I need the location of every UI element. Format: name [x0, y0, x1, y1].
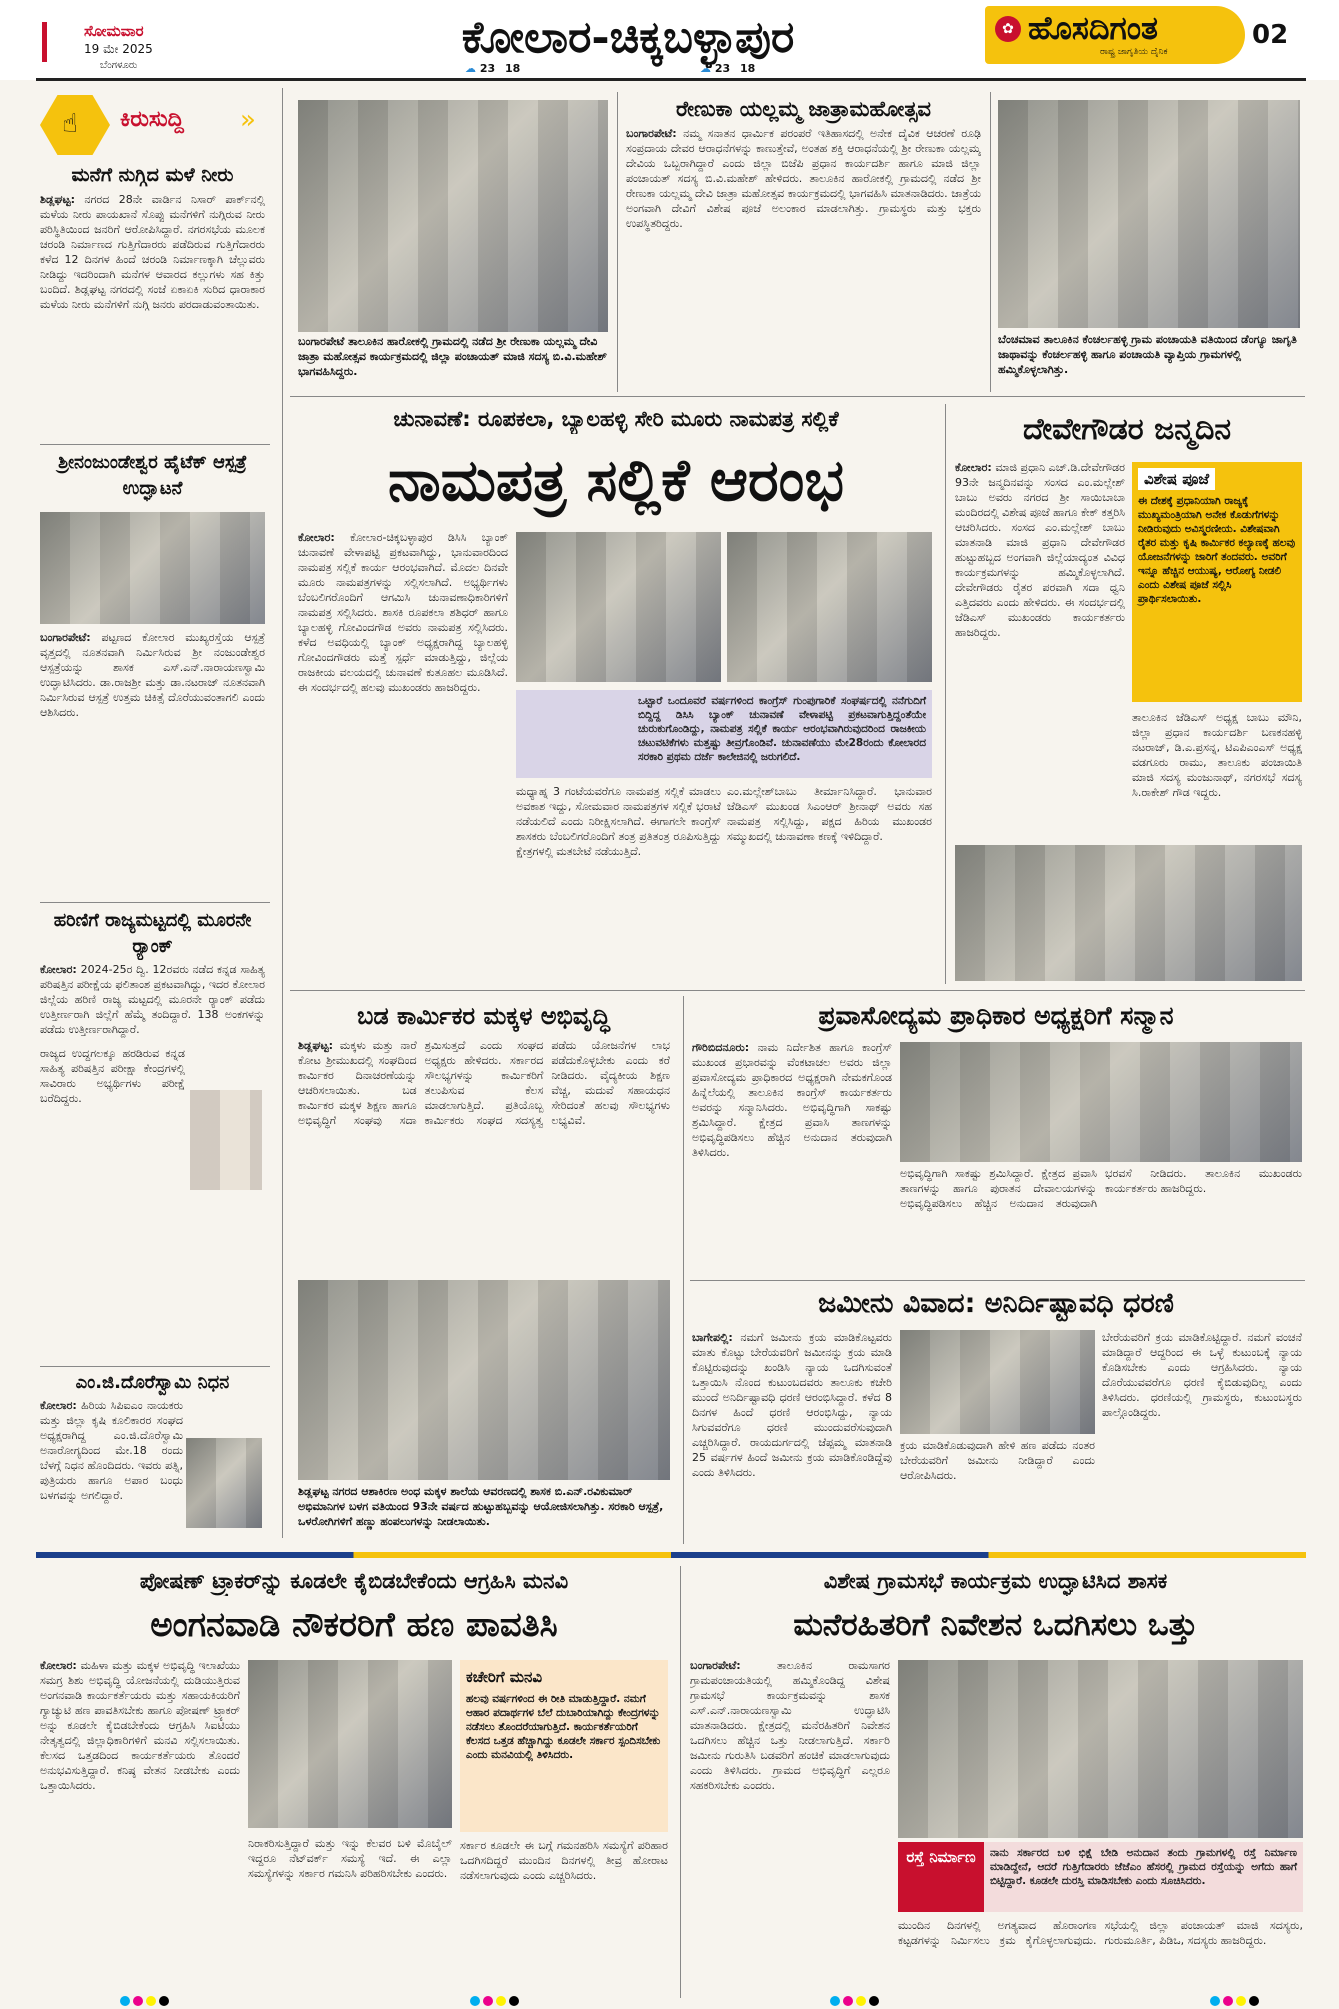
devegowda-headline: ದೇವೇಗೌಡರ ಜನ್ಮದಿನ — [1022, 412, 1232, 447]
registration-marks — [1210, 1996, 1259, 2006]
story-text: ಹಿರಿಯ ಸಿಪಿಐಎಂ ನಾಯಕರು ಮತ್ತು ಜಿಲ್ಲಾ ಕೃಷಿ ಕೂಲಿಕಾರರ ಸಂಘದ ಅಧ್ಯಕ್ಷರಾಗಿದ್ದ ಎಂ.ಜಿ.ದೊರೆಸ್ವಾಮಿ ಅನಾರೋಗ್ಯದಿಂದ ಮೇ.18 ರಂದು ಬೆಳಗ್ಗೆ ನಿಧನ ಹೊಂದಿದರು. ಇವರು ಪತ್ನಿ, ಪುತ್ರಿಯರು ಹಾಗೂ ಅಪಾರ ಬಂಧು ಬಳಗವನ್ನು ಅಗಲಿದ್ದಾರೆ. — [40, 1399, 183, 1502]
dateline: ಕೋಲಾರ: — [955, 461, 992, 474]
photo-caption: ಬಂಗಾರಪೇಟೆ ತಾಲೂಕಿನ ಹಾರೋಕಲ್ಲಿ ಗ್ರಾಮದಲ್ಲಿ ನಡೆದ ಶ್ರೀ ರೇಣುಕಾ ಯಲ್ಲಮ್ಮ ದೇವಿ ಜಾತ್ರಾ ಮಹೋತ್ಸವ ಕಾರ್ಯಕ್ರಮದಲ್ಲಿ ಜಿಲ್ಲಾ ಪಂಚಾಯತ್ ಮಾಜಿ ಸದಸ್ಯ ಬಿ.ವಿ.ಮಹೇಶ್ ಭಾಗವಹಿಸಿದ್ದರು. — [298, 335, 607, 378]
lead-headline: ನಾಮಪತ್ರ ಸಲ್ಲಿಕೆ ಆರಂಭ — [388, 446, 844, 514]
masthead-day: ಸೋಮವಾರ — [84, 22, 144, 40]
anganwadi-body-3 — [460, 1838, 668, 1998]
story-text: ತಾಲೂಕಿನ ಜೆಡಿಎಸ್ ಅಧ್ಯಕ್ಷ ಬಾಬು ಮೌನಿ, ಜಿಲ್ಲಾ ಪ್ರಧಾನ ಕಾರ್ಯದರ್ಶಿ ಬಣಕನಹಳ್ಳಿ ನಟರಾಜ್, ಡಿ.ಎ.ಪ್ರಸನ್ನ, ಟಿಎಪಿಎಂಎಸ್ ಅಧ್ಯಕ್ಷ ವಡಗೂರು ರಾಮು, ತಾಲೂಕು ಪಂಚಾಯಿತಿ ಮಾಜಿ ಸದಸ್ಯ ಮಂಜುನಾಥ್, ನಗರಸಭೆ ಸದಸ್ಯ ಸಿ.ರಾಕೇಶ್ ಗೌಡ ಇದ್ದರು. — [1132, 711, 1302, 799]
divider — [690, 1280, 1305, 1281]
divider — [990, 92, 991, 392]
badge-arrows-icon: » — [240, 105, 256, 135]
story-text: ಬೇರೆಯವರಿಗೆ ಕ್ರಯ ಮಾಡಿಕೊಟ್ಟಿದ್ದಾರೆ. ನಮಗೆ ವಂಚನೆ ಮಾಡಿದ್ದಾರೆ ಆದ್ದರಿಂದ ಈ ಒಳ್ಳೆ ಕುಟುಂಬಕ್ಕೆ ನ್ಯಾಯ ಕೊಡಿಸಬೇಕು ಎಂದು ಆಗ್ರಹಿಸಿದರು. ನ್ಯಾಯ ದೊರೆಯುವವರೆಗೂ ಧರಣಿ ಕೈಬಿಡುವುದಿಲ್ಲ ಎಂದು ತಿಳಿಸಿದರು. ಧರಣಿಯಲ್ಲಿ ಗ್ರಾಮಸ್ಥರು, ಕುಟುಂಬಸ್ಥರು ಪಾಲ್ಗೊಂಡಿದ್ದರು. — [1102, 1331, 1302, 1419]
gram-sabha-photo — [898, 1660, 1303, 1838]
protest-photo — [900, 1330, 1095, 1434]
masthead-date: 19 ಮೇ 2025 — [84, 42, 153, 56]
felicitation-photo — [900, 1042, 1302, 1162]
box-title: ಕಚೇರಿಗೆ ಮನವಿ — [466, 1668, 543, 1686]
lead-body-col2 — [516, 784, 721, 980]
anganwadi-kicker: ಪೋಷಣ್ ಟ್ರ್ಯಾಕರ್‌ನ್ನು ಕೂಡಲೇ ಕೈಬಿಡಬೇಕೆಂದು ಆಗ್ರಹಿಸಿ ಮನವಿ — [139, 1569, 569, 1593]
dateline: ಶಿಡ್ಲಘಟ್ಟ: — [298, 1039, 333, 1052]
portrait-photo — [190, 1090, 262, 1190]
registration-marks — [120, 1996, 169, 2006]
sidebar-divider — [282, 88, 283, 1538]
divider — [683, 996, 684, 1544]
tourism-headline: ಪ್ರವಾಸೋದ್ಯಮ ಪ್ರಾಧಿಕಾರ ಅಧ್ಯಕ್ಷರಿಗೆ ಸನ್ಮಾನ — [818, 1001, 1174, 1030]
office-petition-box — [460, 1660, 668, 1832]
registration-marks — [470, 1996, 519, 2006]
housing-body-2 — [898, 1918, 1303, 1998]
dengue-rally-photo — [998, 100, 1300, 328]
nomination-photo-1 — [516, 532, 721, 682]
brand-tagline: ರಾಷ್ಟ್ರ ಜಾಗೃತಿಯ ದೈನಿಕ — [1100, 47, 1168, 57]
divider — [290, 990, 1305, 991]
divider — [617, 92, 618, 392]
sidebar-story-title: ಹರಿಣಿಗೆ ರಾಜ್ಯಮಟ್ಟದಲ್ಲಿ ಮೂರನೇ ರ್‍ಯಾಂಕ್ — [53, 910, 252, 957]
lead-body — [298, 530, 508, 980]
lead-body-col3 — [727, 784, 932, 980]
dateline: ಶಿಡ್ಲಘಟ್ಟ: — [40, 193, 75, 206]
sidebar-story-body — [40, 1398, 183, 1538]
workers-body — [298, 1038, 670, 1268]
election-info-box — [516, 690, 932, 778]
anganwadi-headline: ಅಂಗನವಾಡಿ ನೌಕರರಿಗೆ ಹಣ ಪಾವತಿಸಿ — [150, 1605, 558, 1645]
special-pooja-box — [1132, 462, 1302, 702]
story-text: ಕೋಲಾರ-ಚಿಕ್ಕಬಳ್ಳಾಪುರ ಡಿಸಿಸಿ ಬ್ಯಾಂಕ್ ಚುನಾವಣೆ ವೇಳಾಪಟ್ಟಿ ಪ್ರಕಟವಾಗಿದ್ದು, ಭಾನುವಾರದಿಂದ ನಾಮಪತ್ರ ಸಲ್ಲಿಕೆ ಕಾರ್ಯ ಆರಂಭವಾಗಿದೆ. ಮೊದಲ ದಿನವೇ ಮೂರು ನಾಮಪತ್ರಗಳನ್ನು ಸಲ್ಲಿಸಲಾಗಿದೆ. ಅಭ್ಯರ್ಥಿಗಳು ಬೆಂಬಲಿಗರೊಂದಿಗೆ ಆಗಮಿಸಿ ಚುನಾವಣಾಧಿಕಾರಿಗಳಿಗೆ ನಾಮಪತ್ರ ಸಲ್ಲಿಸಿದರು. ಶಾಸಕಿ ರೂಪಕಲಾ ಶಶಿಧರ್ ಹಾಗೂ ಬ್ಯಾಲಹಳ್ಳಿ ಗೋವಿಂದಗೌಡ ಅವರು ನಾಮಪತ್ರ ಸಲ್ಲಿಸಿದರು. ಕಳೆದ ಅವಧಿಯಲ್ಲಿ ಬ್ಯಾಂಕ್ ಅಧ್ಯಕ್ಷರಾಗಿದ್ದ ಬ್ಯಾಲಹಳ್ಳಿ ಗೋವಿಂದಗೌಡರು ಮತ್ತೆ ಸ್ಪರ್ಧೆ ಮಾಡುತ್ತಿದ್ದು, ಜಿಲ್ಲೆಯ ರಾಜಕೀಯ ವಲಯದಲ್ಲಿ ಚುನಾವಣೆ ಕುತೂಹಲ ಮೂಡಿಸಿದೆ. ಈ ಸಂದರ್ಭದಲ್ಲಿ ಹಲವು ಮುಖಂಡರು ಹಾಜರಿದ್ದರು. — [298, 531, 508, 694]
story-text: ತಾಲೂಕಿನ ರಾಮಸಾಗರ ಗ್ರಾಮಪಂಚಾಯತಿಯಲ್ಲಿ ಹಮ್ಮಿಕೊಂಡಿದ್ದ ವಿಶೇಷ ಗ್ರಾಮಸಭೆ ಕಾರ್ಯಕ್ರಮವನ್ನು ಶಾಸಕ ಎಸ್.ಎನ್.ನಾರಾಯಣಸ್ವಾಮಿ ಉದ್ಘಾಟಿಸಿ ಮಾತನಾಡಿದರು. ಕ್ಷೇತ್ರದಲ್ಲಿ ಮನೆರಹಿತರಿಗೆ ನಿವೇಶನ ಒದಗಿಸಲು ಹೆಚ್ಚಿನ ಒತ್ತು ನೀಡಲಾಗುತ್ತಿದೆ. ಸರ್ಕಾರಿ ಜಮೀನು ಗುರುತಿಸಿ ಬಡವರಿಗೆ ಹಂಚಿಕೆ ಮಾಡಲಾಗುವುದು ಎಂದು ತಿಳಿಸಿದರು. ಗ್ರಾಮದ ಅಭಿವೃದ್ಧಿಗೆ ಎಲ್ಲರೂ ಸಹಕರಿಸಬೇಕು ಎಂದರು. — [690, 1659, 890, 1792]
dateline: ಗೌರಿಬಿದನೂರು: — [692, 1041, 750, 1054]
land-dispute-body-3 — [1102, 1330, 1302, 1540]
page-number: 02 — [1252, 20, 1289, 50]
cloud-icon: ☁ — [700, 62, 711, 75]
box-title: ವಿಶೇಷ ಪೂಜೆ — [1138, 468, 1215, 490]
nomination-photo-2 — [727, 532, 932, 682]
weather-left-low: 18 — [505, 62, 521, 75]
tourism-body-2 — [900, 1166, 1302, 1276]
sidebar-story-body — [40, 1046, 185, 1356]
story-text: ಮಕ್ಕಳು ಮತ್ತು ನಾರೆ ಕೋಟ ಶ್ರೀಮುಖದಲ್ಲಿ ಸಂಘದಿಂದ ಕಾರ್ಮಿಕರ ದಿನಾಚರಣೆಯನ್ನು ಆಚರಿಸಲಾಯಿತು. ಬಡ ಕಾರ್ಮಿಕರ ಮಕ್ಕಳ ಶಿಕ್ಷಣ ಹಾಗೂ ಅಭಿವೃದ್ಧಿಗೆ ಸಂಘವು ಸದಾ ಶ್ರಮಿಸುತ್ತದೆ ಎಂದು ಸಂಘದ ಅಧ್ಯಕ್ಷರು ಹೇಳಿದರು. ಸರ್ಕಾರದ ಸೌಲಭ್ಯಗಳನ್ನು ಕಾರ್ಮಿಕರಿಗೆ ತಲುಪಿಸುವ ಕೆಲಸ ಮಾಡಲಾಗುತ್ತಿದೆ. ಪ್ರತಿಯೊಬ್ಬ ಕಾರ್ಮಿಕರು ಸಂಘದ ಸದಸ್ಯತ್ವ ಪಡೆದು ಯೋಜನೆಗಳ ಲಾಭ ಪಡೆದುಕೊಳ್ಳಬೇಕು ಎಂದು ಕರೆ ನೀಡಿದರು. ವೈದ್ಯಕೀಯ ಶಿಕ್ಷಣ ವೆಚ್ಚ, ಮದುವೆ ಸಹಾಯಧನ ಸೇರಿದಂತೆ ಹಲವು ಸೌಲಭ್ಯಗಳು ಲಭ್ಯವಿವೆ. — [298, 1039, 670, 1127]
story-text: ಮಧ್ಯಾಹ್ನ 3 ಗಂಟೆಯವರೆಗೂ ನಾಮಪತ್ರ ಸಲ್ಲಿಕೆ ಮಾಡಲು ಅವಕಾಶ ಇದ್ದು, ಸೋಮವಾರ ನಾಮಪತ್ರಗಳ ಸಲ್ಲಿಕೆ ಭರಾಟೆ ನಡೆಯಲಿದೆ ಎಂದು ನಿರೀಕ್ಷಿಸಲಾಗಿದೆ. ಈಗಾಗಲೇ ಕಾಂಗ್ರೆಸ್ ಶಾಸಕರು ಬೆಂಬಲಿಗರೊಂದಿಗೆ ತಂತ್ರ ಪ್ರತಿತಂತ್ರ ರೂಪಿಸುತ್ತಿದ್ದು ಕ್ಷೇತ್ರಗಳಲ್ಲಿ ಮತಬೇಟೆ ನಡೆಯುತ್ತಿದೆ. — [516, 785, 721, 858]
brand-name: ಹೊಸದಿಗಂತ — [1028, 9, 1158, 47]
box-text: ನಾನು ಸರ್ಕಾರದ ಬಳಿ ಭಿಕ್ಷೆ ಬೇಡಿ ಅನುದಾನ ತಂದು ಗ್ರಾಮಗಳಲ್ಲಿ ರಸ್ತೆ ನಿರ್ಮಾಣ ಮಾಡಿದ್ದೇನೆ, ಆದರೆ ಗುತ್ತಿಗೆದಾರರು ಜೆಜೆಎಂ ಹೆಸರಲ್ಲಿ ಗ್ರಾಮದ ರಸ್ತೆಯನ್ನು ಅಗೆದು ಹಾಗೆ ಬಿಟ್ಟಿದ್ದಾರೆ. ಕೂಡಲೇ ದುರಸ್ತಿ ಮಾಡಿಸಬೇಕು ಎಂದು ಸೂಚಿಸಿದರು. — [990, 1847, 1297, 1887]
blind-school-photo — [298, 1280, 670, 1480]
box-text: ಒಟ್ಟಾರೆ ಒಂದೂವರೆ ವರ್ಷಗಳಿಂದ ಕಾಂಗ್ರೆಸ್ ಗುಂಪುಗಾರಿಕೆ ಸಂಘರ್ಷದಲ್ಲಿ ನನೆಗುದಿಗೆ ಬಿದ್ದಿದ್ದ ಡಿಸಿಸಿ ಬ್ಯಾಂಕ್ ಚುನಾವಣೆ ವೇಳಾಪಟ್ಟಿ ಪ್ರಕಟವಾಗುತ್ತಿದ್ದಂತೆಯೇ ಚುರುಕುಗೊಂಡಿದ್ದು, ನಾಮಪತ್ರ ಸಲ್ಲಿಕೆ ಕಾರ್ಯ ಆರಂಭವಾಗಿರುವುದರಿಂದ ರಾಜಕೀಯ ಚಟುವಟಿಕೆಗಳು ಮತ್ತಷ್ಟು ತೀವ್ರಗೊಂಡಿವೆ. ಚುನಾವಣೆಯು ಮೇ28ರಂದು ಕೋಲಾರದ ಸರಕಾರಿ ಪ್ರಥಮ ದರ್ಜೆ ಕಾಲೇಜಿನಲ್ಲಿ ಜರುಗಲಿದೆ. — [638, 695, 926, 763]
housing-headline: ಮನೆರಹಿತರಿಗೆ ನಿವೇಶನ ಒದಗಿಸಲು ಒತ್ತು — [793, 1607, 1198, 1643]
masthead-bar — [36, 78, 1306, 81]
dateline: ಕೋಲಾರ: — [40, 963, 77, 976]
devegowda-body-2 — [1132, 710, 1302, 840]
sidebar-story-title: ಮನೆಗೆ ನುಗ್ಗಿದ ಮಳೆ ನೀರು — [71, 164, 234, 186]
divider — [290, 396, 1305, 397]
masthead-title: ಕೋಲಾರ-ಚಿಕ್ಕಬಳ್ಳಾಪುರ — [461, 12, 795, 63]
box-text: ಹಲವು ವರ್ಷಗಳಿಂದ ಈ ರೀತಿ ಮಾಡುತ್ತಿದ್ದಾರೆ. ನಮಗೆ ಆಹಾರ ಪದಾರ್ಥಗಳ ಬೆಲೆ ದುಬಾರಿಯಾಗಿದ್ದು ಕೇಂದ್ರಗಳನ್ನು ನಡೆಸಲು ತೊಂದರೆಯಾಗುತ್ತಿದೆ. ಕಾರ್ಯಕರ್ತೆಯರಿಗೆ ಕೆಲಸದ ಒತ್ತಡ ಹೆಚ್ಚಾಗಿದ್ದು ಕೂಡಲೇ ಸರ್ಕಾರ ಸ್ಪಂದಿಸಬೇಕು ಎಂದು ಮನವಿಯಲ್ಲಿ ತಿಳಿಸಿದರು. — [466, 1693, 661, 1761]
story-text: ನಾಮ ನಿರ್ದೇಶಿತ ಹಾಗೂ ಕಾಂಗ್ರೆಸ್ ಮುಖಂಡ ಪ್ರಭಾರವನ್ನು ವೆಂಕಟಾಚಲ ಅವರು ಜಿಲ್ಲಾ ಪ್ರವಾಸೋದ್ಯಮ ಪ್ರಾಧಿಕಾರದ ಅಧ್ಯಕ್ಷರಾಗಿ ನೇಮಕಗೊಂಡ ಹಿನ್ನೆಲೆಯಲ್ಲಿ ತಾಲೂಕಿನ ಕಾಂಗ್ರೆಸ್ ಕಾರ್ಯಕರ್ತರು ಅವರನ್ನು ಸನ್ಮಾನಿಸಿದರು. ಅಭಿವೃದ್ಧಿಗಾಗಿ ಸಾಕಷ್ಟು ಶ್ರಮಿಸಿದ್ದಾರೆ. ಕ್ಷೇತ್ರದ ಪ್ರವಾಸಿ ತಾಣಗಳನ್ನು ಅಭಿವೃದ್ಧಿಪಡಿಸಲು ಹೆಚ್ಚಿನ ಅನುದಾನ ತರುವುದಾಗಿ ತಿಳಿಸಿದರು. — [692, 1041, 892, 1159]
land-dispute-headline: ಜಮೀನು ವಿವಾದ: ಅನಿರ್ದಿಷ್ಟಾವಧಿ ಧರಣಿ — [818, 1288, 1174, 1319]
anganwadi-body — [40, 1658, 240, 1998]
sidebar-story-body — [40, 192, 265, 442]
story-text: ಕ್ರಯ ಮಾಡಿಕೊಡುವುದಾಗಿ ಹೇಳಿ ಹಣ ಪಡೆದು ನಂತರ ಬೇರೆಯವರಿಗೆ ಜಮೀನು ನೀಡಿದ್ದಾರೆ ಎಂದು ಆರೋಪಿಸಿದರು. — [900, 1439, 1095, 1482]
weather-right-high: 23 — [714, 62, 731, 75]
weather-right-low: 18 — [740, 62, 756, 75]
obituary-photo — [186, 1438, 262, 1528]
story-text: ಪಟ್ಟಣದ ಕೋಲಾರ ಮುಖ್ಯರಸ್ತೆಯ ಆಸ್ಪತ್ರೆ ವೃತ್ತದಲ್ಲಿ ನೂತನವಾಗಿ ನಿರ್ಮಿಸಿರುವ ಶ್ರೀ ನಂಜುಂಡೇಶ್ವರ ಆಸ್ಪತ್ರೆಯನ್ನು ಶಾಸಕ ಎಸ್.ಎನ್.ನಾರಾಯಣಸ್ವಾಮಿ ಉದ್ಘಾಟಿಸಿದರು. ಡಾ.ರಾಜಶ್ರೀ ಮತ್ತು ಡಾ.ನಟರಾಜ್ ನೂತನವಾಗಿ ನಿರ್ಮಿಸಿರುವ ಆಸ್ಪತ್ರೆ ಉತ್ತಮ ಚಿಕಿತ್ಸೆ ದೊರೆಯುವಂತಾಗಲಿ ಎಂದು ಆಶಿಸಿದರು. — [40, 631, 265, 719]
registration-marks — [830, 1996, 879, 2006]
land-dispute-body — [692, 1330, 892, 1540]
story-text: ಅಭಿವೃದ್ಧಿಗಾಗಿ ಸಾಕಷ್ಟು ಶ್ರಮಿಸಿದ್ದಾರೆ. ಕ್ಷೇತ್ರದ ಪ್ರವಾಸಿ ತಾಣಗಳನ್ನು ಹಾಗೂ ಪುರಾತನ ದೇವಾಲಯಗಳನ್ನು ಅಭಿವೃದ್ಧಿಪಡಿಸಲು ಹೆಚ್ಚಿನ ಅನುದಾನ ತರುವುದಾಗಿ ಭರವಸೆ ನೀಡಿದರು. ತಾಲೂಕಿನ ಮುಖಂಡರು ಕಾರ್ಯಕರ್ತರು ಹಾಜರಿದ್ದರು. — [900, 1167, 1302, 1210]
story-text: ಮಹಿಳಾ ಮತ್ತು ಮಕ್ಕಳ ಅಭಿವೃದ್ಧಿ ಇಲಾಖೆಯು ಸಮಗ್ರ ಶಿಶು ಅಭಿವೃದ್ಧಿ ಯೋಜನೆಯಲ್ಲಿ ದುಡಿಯುತ್ತಿರುವ ಅಂಗನವಾಡಿ ಕಾರ್ಯಕರ್ತೆಯರು ಮತ್ತು ಸಹಾಯಕಿಯರಿಗೆ ಗ್ಯಾಚ್ಯುಟಿ ಹಣ ಪಾವತಿಸಬೇಕು ಹಾಗೂ ಪೋಷಣ್ ಟ್ರ್ಯಾಕರ್ ಅನ್ನು ಕೂಡಲೇ ಕೈಬಿಡಬೇಕೆಂದು ಆಗ್ರಹಿಸಿ ಸಿಐಟಿಯು ನೇತೃತ್ವದಲ್ಲಿ ಜಿಲ್ಲಾಧಿಕಾರಿಗಳಿಗೆ ಮನವಿ ಸಲ್ಲಿಸಲಾಯಿತು. ಕೆಲಸದ ಒತ್ತಡದಿಂದ ಕಾರ್ಯಕರ್ತೆಯರು ತೊಂದರೆ ಅನುಭವಿಸುತ್ತಿದ್ದಾರೆ. ಕನಿಷ್ಠ ವೇತನ ನೀಡಬೇಕು ಎಂದು ಒತ್ತಾಯಿಸಿದರು. — [40, 1659, 240, 1792]
dateline: ಬಾಗೇಪಲ್ಲಿ: — [692, 1331, 733, 1344]
story-text: ಮಾಜಿ ಪ್ರಧಾನಿ ಎಚ್.ಡಿ.ದೇವೇಗೌಡರ 93ನೇ ಜನ್ಮದಿನವನ್ನು ಸಂಸದ ಎಂ.ಮಲ್ಲೇಶ್ ಬಾಬು ಅವರು ನಗರದ ಶ್ರೀ ಸಾಯಿಬಾಬಾ ಮಂದಿರದಲ್ಲಿ ವಿಶೇಷ ಪೂಜೆ ಹಾಗೂ ಕೇಕ್ ಕತ್ತರಿಸಿ ಆಚರಿಸಿದರು. ಸಂಸದ ಎಂ.ಮಲ್ಲೇಶ್ ಬಾಬು ಮಾತನಾಡಿ ಮಾಜಿ ಪ್ರಧಾನಿ ದೇವೇಗೌಡರ ಹುಟ್ಟುಹಬ್ಬದ ಅಂಗವಾಗಿ ಜಿಲ್ಲೆಯಾದ್ಯಂತ ವಿವಿಧ ಕಾರ್ಯಕ್ರಮಗಳನ್ನು ಹಮ್ಮಿಕೊಳ್ಳಲಾಗಿದೆ. ದೇವೇಗೌಡರು ರೈತರ ಪರವಾಗಿ ಸದಾ ಧ್ವನಿ ಎತ್ತಿದವರು ಎಂದು ಹೇಳಿದರು. ಈ ಸಂದರ್ಭದಲ್ಲಿ ಜೆಡಿಎಸ್ ಮುಖಂಡರು ಕಾರ್ಯಕರ್ತರು ಹಾಜರಿದ್ದರು. — [955, 461, 1125, 639]
sidebar-story-title: ಎಂ.ಜಿ.ದೊರೆಸ್ವಾಮಿ ನಿಧನ — [75, 1372, 230, 1393]
story-text: ನಮಗೆ ಜಮೀನು ಕ್ರಯ ಮಾಡಿಕೊಟ್ಟವರು ಮಾತು ಕೊಟ್ಟು ಬೇರೆಯವರಿಗೆ ಜಮೀನನ್ನು ಕ್ರಯ ಮಾಡಿ ಕೊಟ್ಟಿರುವುದನ್ನು ಖಂಡಿಸಿ ನ್ಯಾಯ ಒದಗಿಸುವಂತೆ ಒತ್ತಾಯಿಸಿ ನೊಂದ ಕುಟುಂಬದವರು ತಾಲೂಕು ಕಚೇರಿ ಮುಂದೆ ಅನಿರ್ದಿಷ್ಟಾವಧಿ ಧರಣಿ ಆರಂಭಿಸಿದ್ದಾರೆ. ಕಳೆದ 8 ದಿನಗಳ ಹಿಂದೆ ಧರಣಿ ಆರಂಭಿಸಿದ್ದು, ನ್ಯಾಯ ಸಿಗುವವರೆಗೂ ಧರಣಿ ಮುಂದುವರೆಸುವುದಾಗಿ ಎಚ್ಚರಿಸಿದ್ದಾರೆ. ರಾಯದುರ್ಗದಲ್ಲಿ ಜೆಪ್ಪಮ್ಮ ಮಾತನಾಡಿ 25 ವರ್ಷಗಳ ಹಿಂದೆ ಜಮೀನು ಕ್ರಯ ಮಾಡಿಕೊಂಡಿದ್ದೆವು ಎಂದು ತಿಳಿಸಿದರು. — [692, 1331, 892, 1479]
photo-caption: ಶಿಡ್ಲಘಟ್ಟ ನಗರದ ಆಶಾಕಿರಣ ಅಂಧ ಮಕ್ಕಳ ಶಾಲೆಯ ಆವರಣದಲ್ಲಿ ಶಾಸಕ ಬಿ.ಎನ್.ರವಿಕುಮಾರ್ ಅಭಿಮಾನಿಗಳ ಬಳಗ ವತಿಯಿಂದ 93ನೇ ವರ್ಷದ ಹುಟ್ಟುಹಬ್ಬವನ್ನು ಆಯೋಜಿಸಲಾಗಿತ್ತು. ಸರಕಾರಿ ಆಸ್ಪತ್ರೆ, ಒಳರೋಗಿಗಳಿಗೆ ಹಣ್ಣು ಹಂಪಲುಗಳನ್ನು ನೀಡಲಾಯಿತು. — [298, 1485, 664, 1528]
divider — [945, 404, 946, 984]
sidebar-story-title: ಶ್ರೀನಂಜುಂಡೇಶ್ವರ ಹೈಟೆಕ್ ಆಸ್ಪತ್ರೆ ಉದ್ಘಾಟನೆ — [58, 452, 247, 499]
divider — [40, 902, 270, 903]
divider — [40, 444, 270, 445]
dateline: ಬಂಗಾರಪೇಟೆ: — [690, 1659, 741, 1672]
land-dispute-body-2 — [900, 1438, 1095, 1540]
dateline: ಕೋಲಾರ: — [298, 531, 335, 544]
dateline: ಬಂಗಾರಪೇಟೆ: — [40, 631, 91, 644]
brand-logo-icon: ✿ — [995, 16, 1021, 42]
dateline: ಕೋಲಾರ: — [40, 1399, 77, 1412]
badge-label: ಕಿರುಸುದ್ದಿ — [120, 107, 184, 132]
housing-kicker: ವಿಶೇಷ ಗ್ರಾಮಸಭೆ ಕಾರ್ಯಕ್ರಮ ಉದ್ಘಾಟಿಸಿದ ಶಾಸಕ — [823, 1569, 1168, 1593]
section-stripe — [36, 1552, 1306, 1558]
kirusuddi-badge — [40, 95, 260, 155]
box-title: ರಸ್ತೆ ನಿರ್ಮಾಣ — [906, 1848, 976, 1866]
birthday-celebration-photo — [955, 845, 1302, 981]
renuka-body — [626, 126, 981, 388]
cloud-icon: ☁ — [465, 62, 476, 75]
photo-caption: ಬೆಂಚಮಾವ ತಾಲೂಕಿನ ಕೆಂಚರ್ಲಹಳ್ಳಿ ಗ್ರಾಮ ಪಂಚಾಯತಿ ವತಿಯಿಂದ ಡೆಂಗ್ಯೂ ಜಾಗೃತಿ ಜಾಥಾವನ್ನು ಕೆಂಚರ್ಲಹಳ್ಳಿ ಹಾಗೂ ಪಂಚಾಯತಿ ವ್ಯಾಪ್ತಿಯ ಗ್ರಾಮಗಳಲ್ಲಿ ಹಮ್ಮಿಕೊಳ್ಳಲಾಗಿತ್ತು. — [998, 333, 1297, 376]
story-text: ನಿರಾಕರಿಸುತ್ತಿದ್ದಾರೆ ಮತ್ತು ಇನ್ನು ಕೆಲವರ ಬಳಿ ಮೊಬೈಲ್ ಇದ್ದರೂ ನೆಟ್‌ವರ್ಕ್ ಸಮಸ್ಯೆ ಇದೆ. ಈ ಎಲ್ಲಾ ಸಮಸ್ಯೆಗಳನ್ನು ಸರ್ಕಾರ ಗಮನಿಸಿ ಪರಿಹರಿಸಬೇಕು ಎಂದರು. — [248, 1837, 452, 1880]
story-text: 2024-25ರ ದ್ವಿ. 12ರವರು ನಡೆದ ಕನ್ನಡ ಸಾಹಿತ್ಯ ಪರಿಷತ್ತಿನ ಪರೀಕ್ಷೆಯ ಫಲಿತಾಂಶ ಪ್ರಕಟವಾಗಿದ್ದು, ಇದರ ಕೋಲಾರ ಜಿಲ್ಲೆಯ ಹರಿಣಿ ರಾಜ್ಯ ಮಟ್ಟದಲ್ಲಿ ಮೂರನೇ ರ್‍ಯಾಂಕ್ ಪಡೆದು ಉತ್ತೀರ್ಣರಾಗಿ ಜಿಲ್ಲೆಗೆ ಹೆಮ್ಮೆ ತಂದಿದ್ದಾರೆ. 138 ಅಂಕಗಳನ್ನು ಪಡೆದು ಉತ್ತೀರ್ಣರಾಗಿದ್ದಾರೆ. — [40, 963, 265, 1036]
dateline: ಕೋಲಾರ: — [40, 1659, 77, 1672]
masthead-city: ಬೆಂಗಳೂರು — [100, 60, 138, 71]
tourism-body — [692, 1040, 892, 1276]
road-box — [984, 1842, 1303, 1912]
dateline: ಬಂಗಾರಪೇಟೆ: — [626, 127, 677, 140]
renuka-headline: ರೇಣುಕಾ ಯಲ್ಲಮ್ಮ ಜಾತ್ರಾಮಹೋತ್ಸವ — [676, 97, 931, 121]
story-text: ಎಂ.ಮಲ್ಲೇಶ್‌ಬಾಬು ತೀರ್ಮಾನಿಸಿದ್ದಾರೆ. ಭಾನುವಾರ ಜೆಡಿಎಸ್ ಮುಖಂಡ ಸಿಎಂಆರ್ ಶ್ರೀನಾಥ್ ಅವರು ಸಹ ನಾಮಪತ್ರ ಸಲ್ಲಿಸಿದ್ದು, ಪಕ್ಷದ ಹಿರಿಯ ಮುಖಂಡರ ಸಮ್ಮುಖದಲ್ಲಿ ಚುನಾವಣಾ ಕಣಕ್ಕೆ ಇಳಿದಿದ್ದಾರೆ. — [727, 785, 932, 843]
devegowda-body — [955, 460, 1125, 840]
temple-festival-photo — [298, 100, 608, 332]
story-text: ಮುಂದಿನ ದಿನಗಳಲ್ಲಿ ಅಗತ್ಯವಾದ ಹೊರಾಂಗಣ ಕಟ್ಟಡಗಳನ್ನು ನಿರ್ಮಿಸಲು ಕ್ರಮ ಕೈಗೊಳ್ಳಲಾಗುವುದು. ಸಭೆಯಲ್ಲಿ ಜಿಲ್ಲಾ ಪಂಚಾಯತ್ ಮಾಜಿ ಸದಸ್ಯರು, ಗುರುಮೂರ್ತಿ, ಪಿಡಿಒ, ಸದಸ್ಯರು ಹಾಜರಿದ್ದರು. — [898, 1919, 1303, 1947]
box-text: ಈ ದೇಶಕ್ಕೆ ಪ್ರಧಾನಿಯಾಗಿ ರಾಜ್ಯಕ್ಕೆ ಮುಖ್ಯಮಂತ್ರಿಯಾಗಿ ಅನೇಕ ಕೊಡುಗೆಗಳನ್ನು ನೀಡಿರುವುದು ಅವಿಸ್ಮರಣೀಯ. ವಿಶೇಷವಾಗಿ ರೈತರ ಮತ್ತು ಕೃಷಿ ಕಾರ್ಮಿಕರ ಕಲ್ಯಾಣಕ್ಕೆ ಹಲವು ಯೋಜನೆಗಳನ್ನು ಜಾರಿಗೆ ತಂದವರು. ಅವರಿಗೆ ಇನ್ನೂ ಹೆಚ್ಚಿನ ಆಯುಷ್ಯ, ಆರೋಗ್ಯ ನೀಡಲಿ ಎಂದು ವಿಶೇಷ ಪೂಜೆ ಸಲ್ಲಿಸಿ ಪ್ರಾರ್ಥಿಸಲಾಯಿತು. — [1138, 495, 1296, 605]
weather-left-high: 23 — [479, 62, 496, 75]
weather-left — [465, 62, 520, 75]
hospital-photo — [40, 512, 265, 624]
story-text: ನಮ್ಮ ಸನಾತನ ಧಾರ್ಮಿಕ ಪರಂಪರೆ ಇತಿಹಾಸದಲ್ಲಿ ಅನೇಕ ದೈವಿಕ ಆಚರಣೆ ರೂಢಿ ಸಂಪ್ರದಾಯ ದೇವರ ಆರಾಧನೆಗಳನ್ನು ಕಾಣುತ್ತೇವೆ, ಅಂತಹ ಶಕ್ತಿ ಆರಾಧನೆಯಲ್ಲಿ ಶ್ರೀ ರೇಣುಕಾ ಯಲ್ಲಮ್ಮ ದೇವಿಯ ಒಬ್ಬರಾಗಿದ್ದಾರೆ ಎಂದು ಜಿಲ್ಲಾ ಬಿಜೆಪಿ ಪ್ರಧಾನ ಕಾರ್ಯದರ್ಶಿ ಹಾಗೂ ಮಾಜಿ ಜಿಲ್ಲಾ ಪಂಚಾಯತ್ ಸದಸ್ಯ ಬಿ.ವಿ.ಮಹೇಶ್ ಹೇಳಿದರು. ತಾಲೂಕಿನ ಹಾರೋಕಲ್ಲಿ ಗ್ರಾಮದಲ್ಲಿ ನಡೆದ ಶ್ರೀ ರೇಣುಕಾ ಯಲ್ಲಮ್ಮ ದೇವಿ ಜಾತ್ರಾ ಮಹೋತ್ಸವ ಕಾರ್ಯಕ್ರಮದಲ್ಲಿ ಭಾಗವಹಿಸಿ ಮಾತನಾಡಿದರು. ಜಾತ್ರೆಯ ಅಂಗವಾಗಿ ದೇವಿಗೆ ವಿಶೇಷ ಪೂಜೆ ಅಲಂಕಾರ ಮಾಡಲಾಗಿತ್ತು. ಗ್ರಾಮಸ್ಥರು ಮತ್ತು ಭಕ್ತರು ಉಪಸ್ಥಿತರಿದ್ದರು. — [626, 127, 981, 230]
hand-icon: ☝ — [62, 109, 78, 139]
anganwadi-body-2 — [248, 1836, 452, 1998]
story-text: ರಾಜ್ಯದ ಉದ್ದಗಲಕ್ಕೂ ಹರಡಿರುವ ಕನ್ನಡ ಸಾಹಿತ್ಯ ಪರಿಷತ್ತಿನ ಪರೀಕ್ಷಾ ಕೇಂದ್ರಗಳಲ್ಲಿ ಸಾವಿರಾರು ಅಭ್ಯರ್ಥಿಗಳು ಪರೀಕ್ಷೆ ಬರೆದಿದ್ದರು. — [40, 1047, 185, 1105]
lead-kicker: ಚುನಾವಣೆ: ರೂಪಕಲಾ, ಬ್ಯಾಲಹಳ್ಳಿ ಸೇರಿ ಮೂರು ನಾಮಪತ್ರ ಸಲ್ಲಿಕೆ — [393, 407, 839, 431]
sidebar-story-body — [40, 630, 265, 870]
petition-photo — [248, 1660, 452, 1828]
housing-body — [690, 1658, 890, 1998]
story-text: ನಗರದ 28ನೇ ವಾರ್ಡಿನ ನಿಸಾರ್ ಪಾರ್ಕ್‌ನಲ್ಲಿ ಮಳೆಯ ನೀರು ಪಾಯಖಾನೆ ಸೊಪ್ಪು ಮನೆಗಳಿಗೆ ನುಗ್ಗಿರುವ ನೀರು ಪರಿಸ್ಥಿತಿಯಿಂದ ಜನರಿಗೆ ಆರೋಪಿಸಿದ್ದಾರೆ. ನಗರಸಭೆಯ ಮೂಲಕ ಚರಂಡಿ ನಿರ್ಮಾಣದ ಗುತ್ತಿಗೆದಾರರು ಪಡೆದಿರುವ ಗುತ್ತಿಗೆದಾರರು ಕಳೆದ 12 ದಿನಗಳ ಹಿಂದೆ ಚರಂಡಿ ನಿರ್ಮಾಣಕ್ಕಾಗಿ ಚೆಲ್ಲುವರು ನೀಡಿದ್ದು ಇದರಿಂದಾಗಿ ಮನೆಗಳ ಆವಾರದ ಕಲ್ಲುಗಳು ಸಹ ಕಿತ್ತು ಬಂದಿದೆ. ಶಿಡ್ಲಘಟ್ಟ ನಗರದಲ್ಲಿ ಸಂಜೆ ಏಕಾಏಕಿ ಸುರಿದ ಧಾರಾಕಾರ ಮಳೆಯ ನೀರು ಮನೆಗಳಿಗೆ ನುಗ್ಗಿ ಜನರು ಪರದಾಡುವಂತಾಯಿತು. — [40, 193, 265, 311]
story-text: ಸರ್ಕಾರ ಕೂಡಲೇ ಈ ಬಗ್ಗೆ ಗಮನಹರಿಸಿ ಸಮಸ್ಯೆಗೆ ಪರಿಹಾರ ಒದಗಿಸದಿದ್ದರೆ ಮುಂದಿನ ದಿನಗಳಲ್ಲಿ ತೀವ್ರ ಹೋರಾಟ ನಡೆಸಲಾಗುವುದು ಎಂದು ಎಚ್ಚರಿಸಿದರು. — [460, 1839, 668, 1882]
masthead-left-mark — [42, 22, 47, 62]
divider — [40, 1366, 270, 1367]
workers-headline: ಬಡ ಕಾರ್ಮಿಕರ ಮಕ್ಕಳ ಅಭಿವೃದ್ಧಿ — [357, 1002, 610, 1030]
weather-right — [700, 62, 755, 75]
road-box-label — [898, 1842, 984, 1912]
divider — [680, 1566, 681, 1998]
sidebar-story-body — [40, 962, 265, 1042]
